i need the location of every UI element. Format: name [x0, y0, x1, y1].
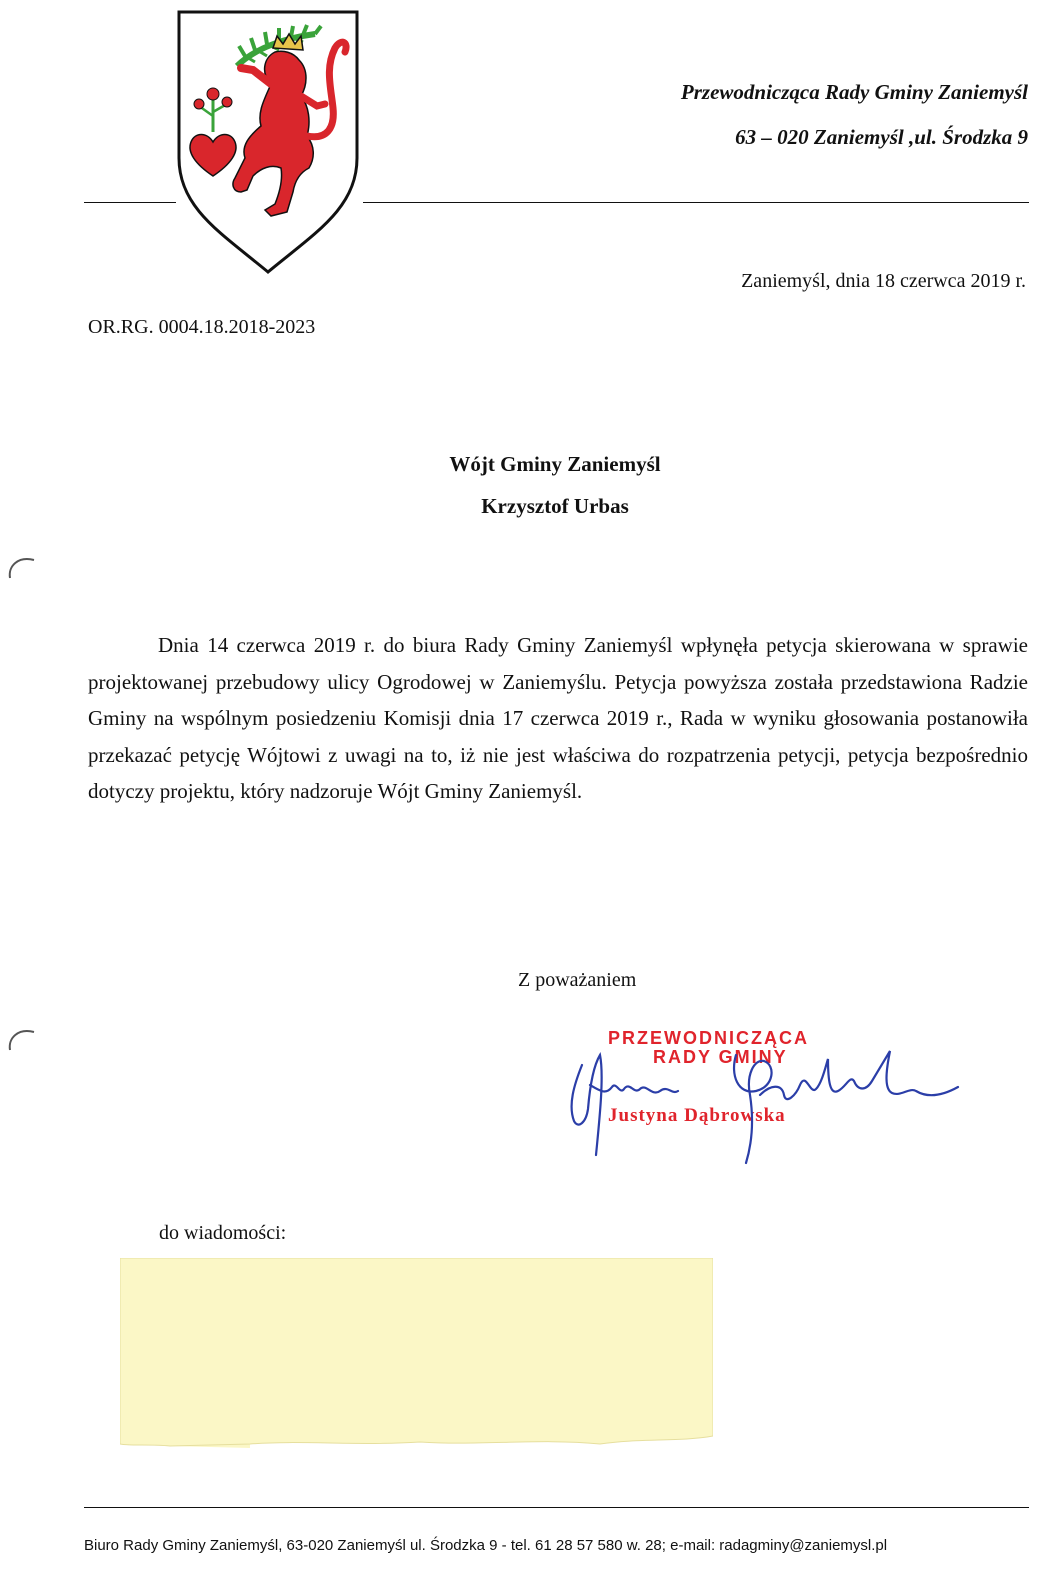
- letter-body: Dnia 14 czerwca 2019 r. do biura Rady Gminy Zaniemyśl wpłynęła petycja skierowana w sprawie projektowanej przebudowy ulicy Ogrodowej w Zaniemyślu. Petycja powyższa została przedstawiona Radzie Gminy na wspólnym posiedzeniu Komisji dnia 17 czerwca 2019 r., Rada w wyniku głosowania postanowiła przekazać petycję Wójtowi z uwagi na to, iż nie jest właściwa do rozpatrzenia petycji, petycja bezpośrednio dotyczy projektu, który nadzoruje Wójt Gminy Zaniemyśl.: [88, 633, 1028, 803]
- closing-salutation: Z poważaniem: [518, 969, 637, 991]
- coat-of-arms-logo: [175, 8, 361, 276]
- official-stamp: [560, 1025, 980, 1170]
- header-rule-right: [363, 202, 1029, 203]
- punch-hole: [4, 1022, 44, 1062]
- stamp-line-1: PRZEWODNICZĄCA: [608, 1028, 809, 1048]
- cc-label: do wiadomości:: [159, 1222, 287, 1244]
- footer-rule: [84, 1507, 1029, 1508]
- stamp-line-3: Justyna Dąbrowska: [608, 1105, 786, 1126]
- addressee-name: Krzysztof Urbas: [481, 494, 629, 518]
- reference-number: OR.RG. 0004.18.2018-2023: [88, 316, 316, 338]
- addressee-title: Wójt Gminy Zaniemyśl: [449, 452, 661, 476]
- handwritten-signature: [560, 1025, 980, 1170]
- sender-title: Przewodnicząca Rady Gminy Zaniemyśl: [680, 80, 1028, 104]
- footer-contact: Biuro Rady Gminy Zaniemyśl, 63-020 Zaniemyśl ul. Środzka 9 - tel. 61 28 57 580 w. 28; e-mail: radagminy@zaniemysl.pl: [84, 1537, 888, 1554]
- sender-address: 63 – 020 Zaniemyśl ,ul. Środzka 9: [735, 125, 1028, 149]
- punch-hole: [4, 550, 44, 590]
- redaction-note: [120, 1258, 713, 1448]
- header-rule-left: [84, 202, 176, 203]
- date-line: Zaniemyśl, dnia 18 czerwca 2019 r.: [741, 270, 1026, 292]
- stamp-line-2: RADY GMINY: [653, 1047, 788, 1067]
